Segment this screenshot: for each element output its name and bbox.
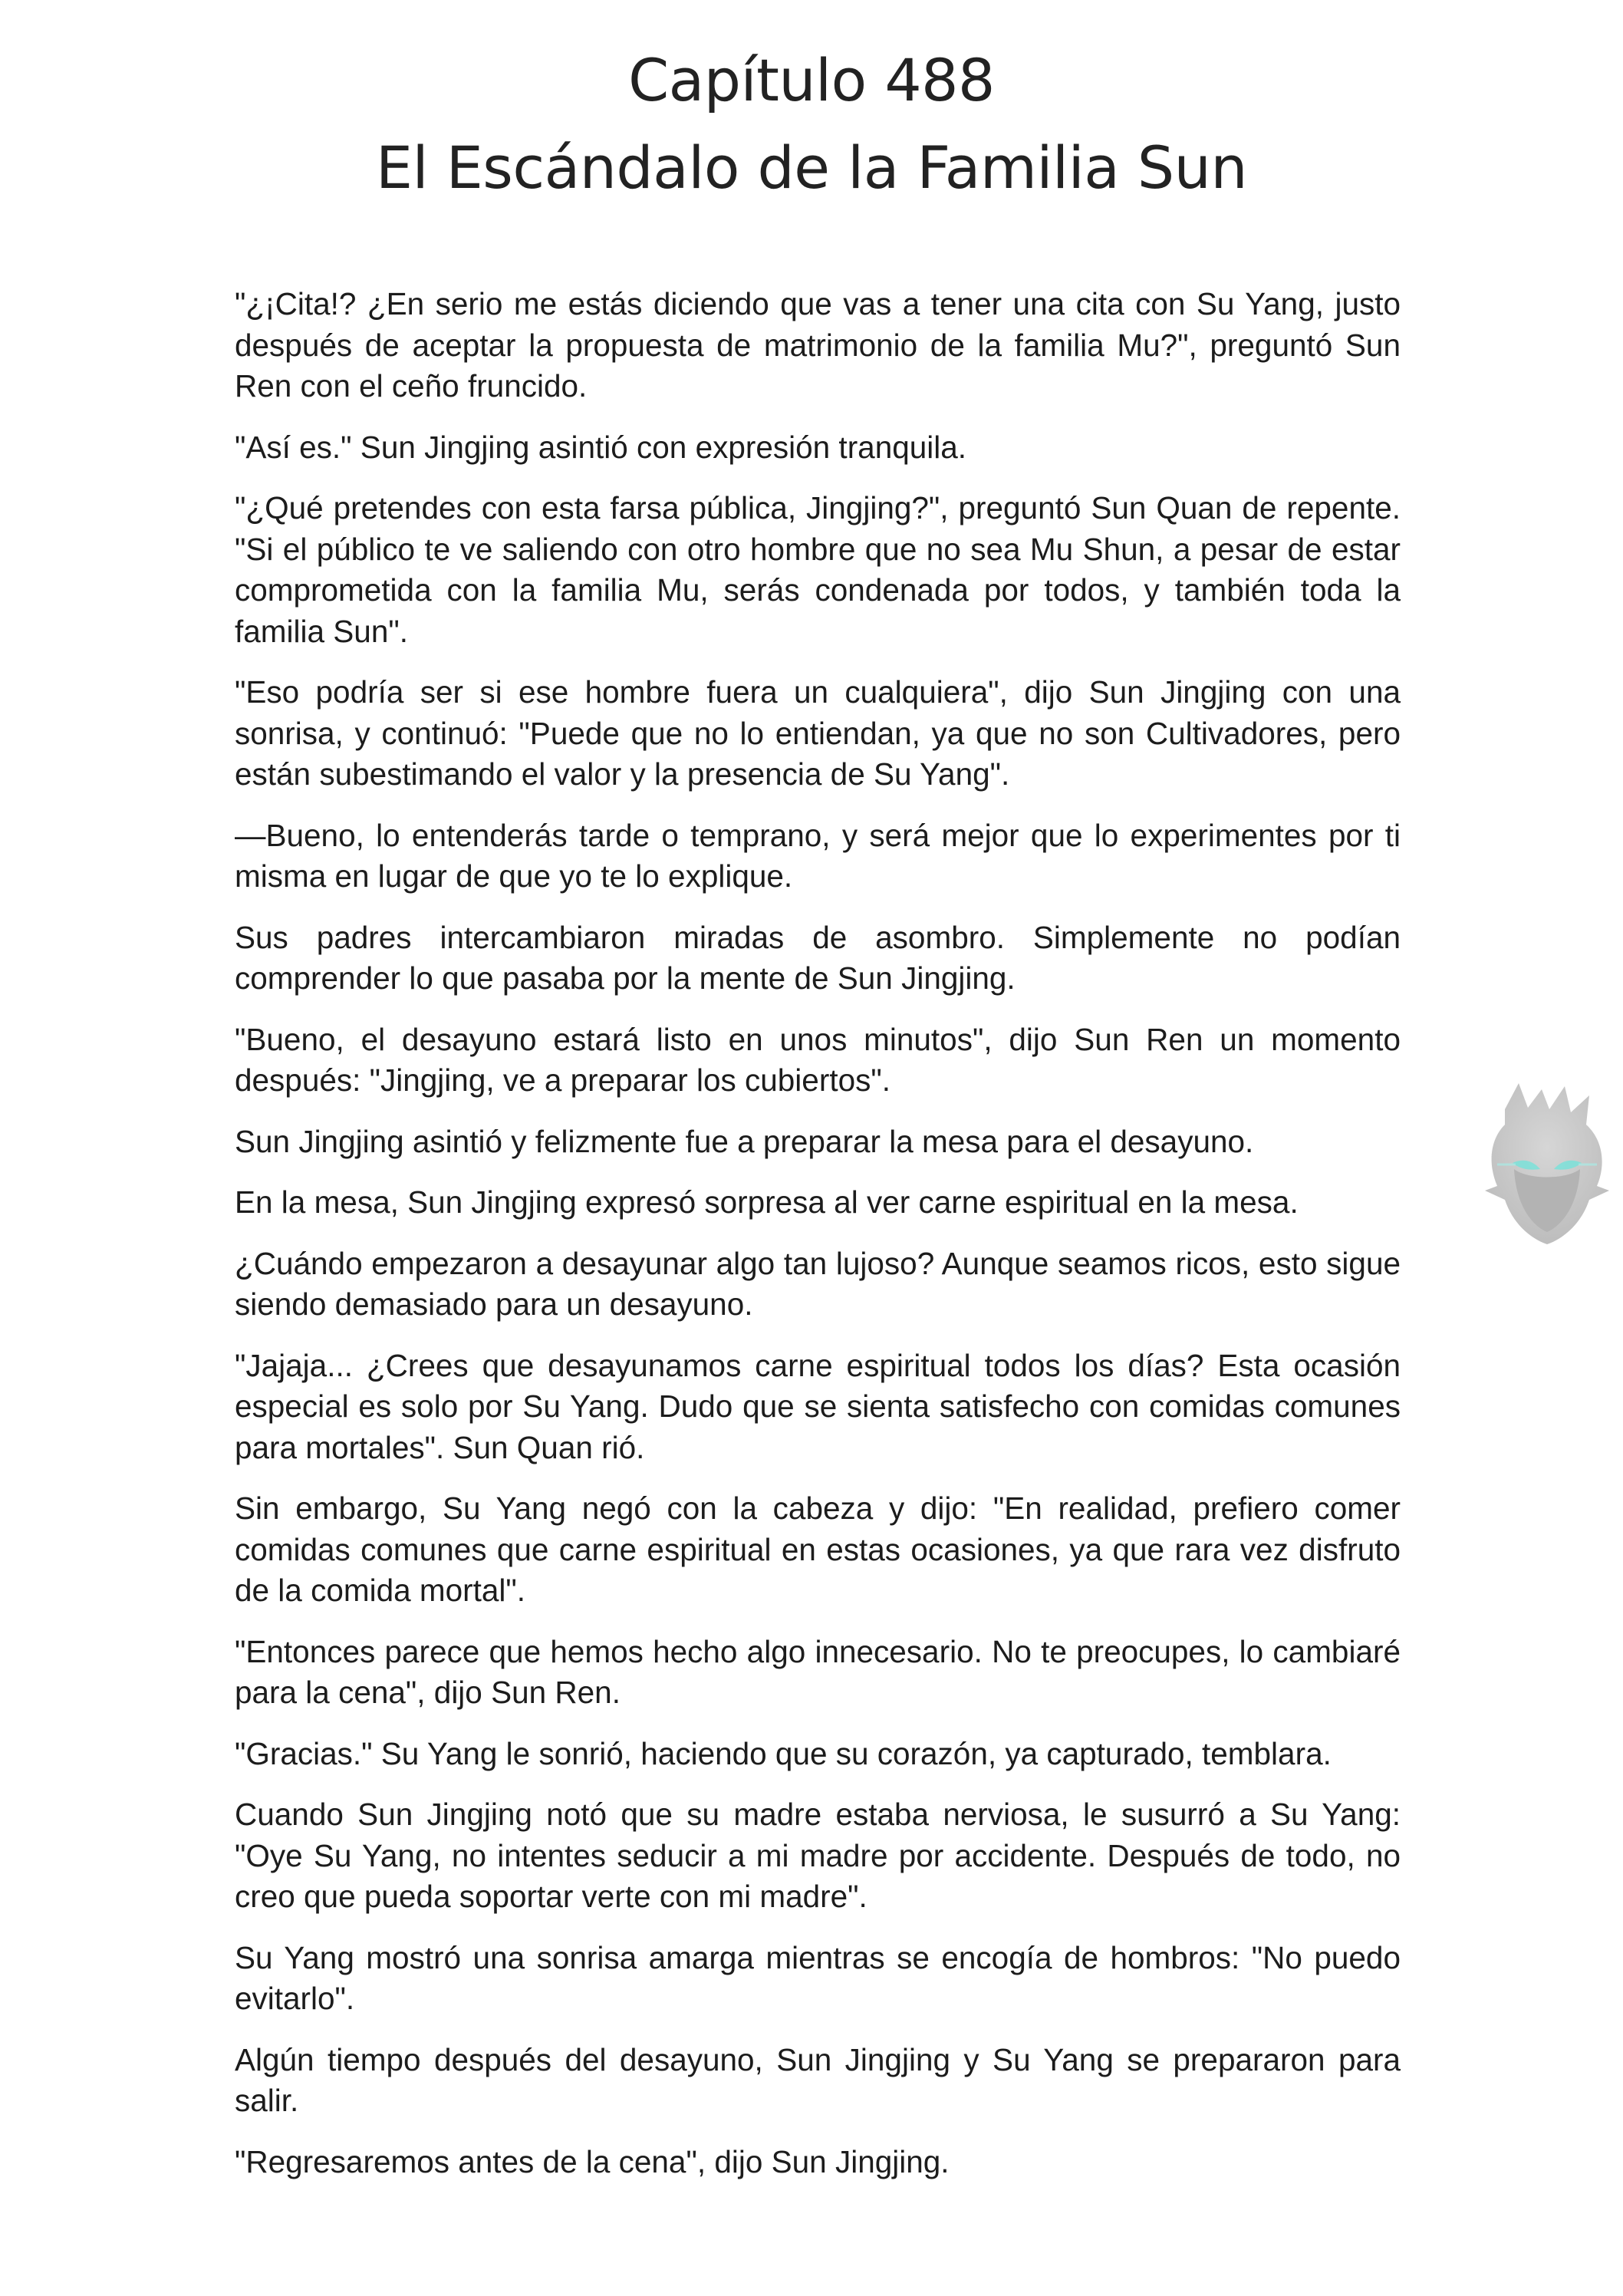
demon-head-icon: [1474, 1079, 1620, 1247]
paragraph: "Gracias." Su Yang le sonrió, haciendo que su corazón, ya capturado, temblara.: [235, 1735, 1332, 1771]
paragraph: "Así es." Sun Jingjing asintió con expresión tranquila.: [235, 429, 967, 465]
paragraph: Sin embargo, Su Yang negó con la cabeza y dijo: "En realidad, prefiero comer comidas comunes que carne espiritual en estas ocasiones, ya que rara vez disfruto de la comida mortal".: [235, 1491, 1401, 1608]
paragraph: Algún tiempo después del desayuno, Sun Jingjing y Su Yang se prepararon para salir.: [235, 2041, 1401, 2118]
chapter-title-heading: El Escándalo de la Familia Sun: [375, 133, 1248, 202]
paragraph: "Regresaremos antes de la cena", dijo Sun Jingjing.: [235, 2143, 950, 2179]
paragraph: Sun Jingjing asintió y felizmente fue a preparar la mesa para el desayuno.: [235, 1123, 1254, 1159]
paragraph: Sus padres intercambiaron miradas de asombro. Simplemente no podían comprender lo que pasaba por la mente de Sun Jingjing.: [235, 919, 1401, 996]
paragraph: Cuando Sun Jingjing notó que su madre estaba nerviosa, le susurró a Su Yang: "Oye Su Yang, no intentes seducir a mi madre por accidente. Después de todo, no creo que pueda soportar verte con mi madre".: [235, 1797, 1401, 1914]
chapter-title-block: [0, 37, 1623, 212]
paragraph: "¿Qué pretendes con esta farsa pública, Jingjing?", preguntó Sun Quan de repente. "Si el público te ve saliendo con otro hombre que no sea Mu Shun, a pesar de estar comprometida con la familia Mu, serás condenada por todos, y también toda la familia Sun".: [235, 490, 1401, 649]
paragraph: "Eso podría ser si ese hombre fuera un cualquiera", dijo Sun Jingjing con una sonrisa, y continuó: "Puede que no lo entiendan, ya que no son Cultivadores, pero están subestimando el valor y la presencia de Su Yang".: [235, 674, 1401, 792]
paragraph: "Jajaja... ¿Crees que desayunamos carne espiritual todos los días? Esta ocasión especial es solo por Su Yang. Dudo que se sienta satisfecho con comidas comunes para mortales". Sun Quan rió.: [235, 1347, 1401, 1465]
paragraph: En la mesa, Sun Jingjing expresó sorpresa al ver carne espiritual en la mesa.: [235, 1184, 1299, 1220]
paragraph: ¿Cuándo empezaron a desayunar algo tan lujoso? Aunque seamos ricos, esto sigue siendo demasiado para un desayuno.: [235, 1245, 1401, 1322]
chapter-body: [235, 284, 1401, 2202]
paragraph: "Entonces parece que hemos hecho algo innecesario. No te preocupes, lo cambiaré para la cena", dijo Sun Ren.: [235, 1633, 1401, 1710]
paragraph: "Bueno, el desayuno estará listo en unos minutos", dijo Sun Ren un momento después: "Jingjing, ve a preparar los cubiertos".: [235, 1021, 1401, 1098]
paragraph: —Bueno, lo entenderás tarde o temprano, y será mejor que lo experimentes por ti misma en lugar de que yo te lo explique.: [235, 817, 1401, 894]
chapter-number-heading: Capítulo 488: [628, 46, 995, 114]
paragraph: Su Yang mostró una sonrisa amarga mientras se encogía de hombros: "No puedo evitarlo".: [235, 1939, 1401, 2016]
paragraph: "¿¡Cita!? ¿En serio me estás diciendo que vas a tener una cita con Su Yang, justo después de aceptar la propuesta de matrimonio de la familia Mu?", preguntó Sun Ren con el ceño fruncido.: [235, 286, 1401, 404]
